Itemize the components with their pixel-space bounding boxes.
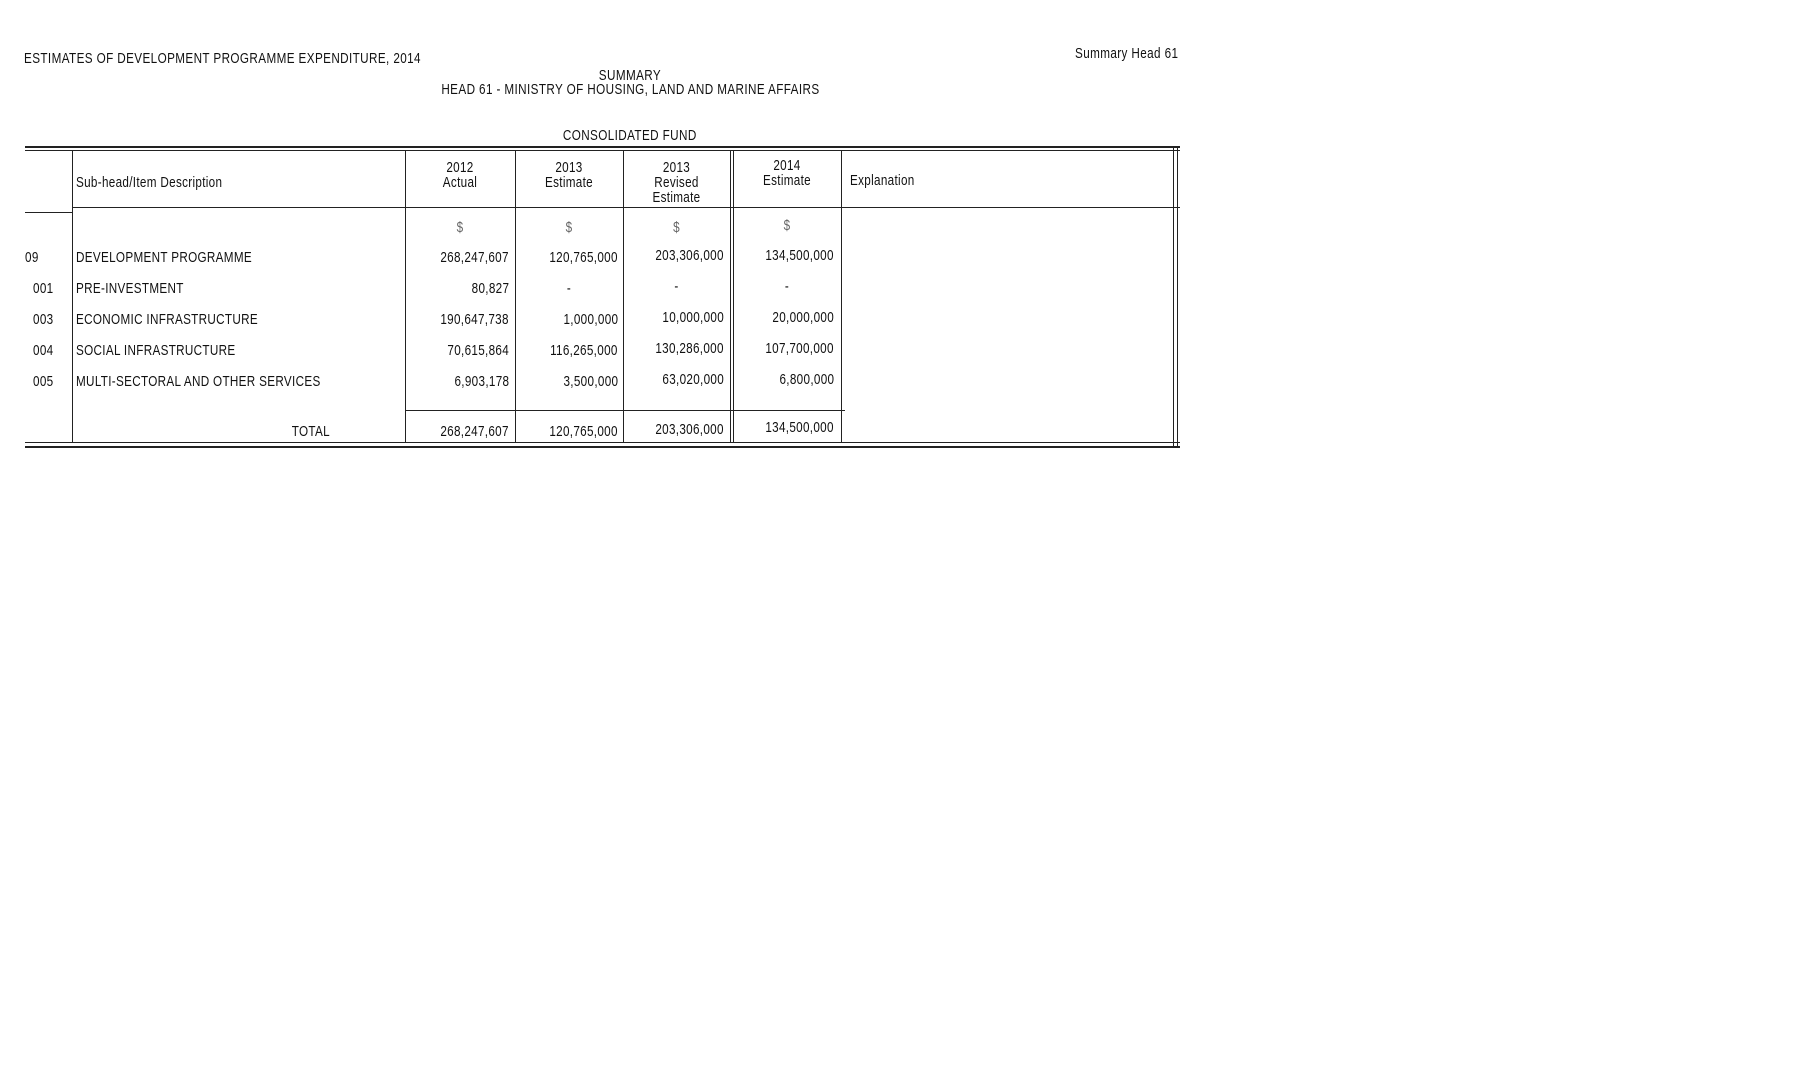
total-estimate-2013: 120,765,000 — [549, 423, 618, 440]
row-code: 09 — [25, 249, 39, 266]
header-bottom-rule-left — [25, 212, 72, 213]
col-header-estimate-2014-label: Estimate — [762, 172, 812, 189]
head-heading-text: HEAD 61 - MINISTRY OF HOUSING, LAND AND MARINE AFFAIRS — [440, 81, 820, 98]
row-revised-2013: 130,286,000 — [655, 340, 724, 357]
row-estimate-2014: - — [784, 278, 790, 295]
row-estimate-2013: 1,000,000 — [563, 311, 618, 328]
col-header-revised-2013-year: 2013 — [662, 159, 691, 176]
col-header-revised-2013-label: Revised — [654, 174, 699, 191]
row-code: 005 — [33, 373, 54, 390]
row-revised-2013: 203,306,000 — [655, 247, 724, 264]
head-heading — [0, 81, 1260, 98]
row-estimate-2014: 107,700,000 — [765, 340, 834, 357]
currency-estimate-2014: $ — [783, 217, 791, 234]
header-bottom-rule-right — [72, 207, 1180, 208]
row-revised-2013: 10,000,000 — [662, 309, 724, 326]
row-actual-2012: 190,647,738 — [440, 311, 509, 328]
total-label: TOTAL — [291, 423, 330, 440]
summary-heading-text: SUMMARY — [598, 67, 662, 84]
total-estimate-2014: 134,500,000 — [765, 419, 834, 436]
total-row-top-rule — [405, 410, 845, 411]
total-revised-2013: 203,306,000 — [655, 421, 724, 438]
row-actual-2012: 268,247,607 — [440, 249, 509, 266]
row-description: PRE-INVESTMENT — [76, 280, 184, 297]
row-revised-2013: - — [674, 278, 679, 295]
currency-actual-2012: $ — [456, 219, 464, 236]
col-header-explanation: Explanation — [850, 172, 915, 189]
col-line-revised-a — [623, 151, 624, 442]
row-code: 003 — [33, 311, 54, 328]
col-line-revised-c — [733, 151, 734, 442]
currency-revised-2013: $ — [673, 219, 680, 236]
row-actual-2012: 6,903,178 — [454, 373, 509, 390]
row-description: DEVELOPMENT PROGRAMME — [76, 249, 253, 266]
col-line-estimate2013 — [515, 151, 516, 442]
col-header-actual-2012-year: 2012 — [446, 159, 474, 176]
table-bottom-rule-inner — [25, 442, 1180, 443]
col-line-desc — [72, 151, 73, 442]
col-line-right-a — [1173, 146, 1174, 446]
row-estimate-2013: 116,265,000 — [550, 342, 618, 359]
col-line-right-b — [1177, 146, 1178, 446]
col-header-estimate-2013-year: 2013 — [555, 159, 583, 176]
col-header-revised-2013-label2: Estimate — [652, 189, 701, 206]
col-line-revised-b — [730, 151, 731, 442]
row-estimate-2014: 134,500,000 — [765, 247, 834, 264]
row-estimate-2013: - — [566, 280, 572, 297]
row-description: ECONOMIC INFRASTRUCTURE — [76, 311, 259, 328]
fund-heading — [0, 127, 1260, 144]
row-estimate-2014: 6,800,000 — [779, 371, 834, 388]
col-header-actual-2012-label: Actual — [442, 174, 478, 191]
row-estimate-2014: 20,000,000 — [772, 309, 834, 326]
fund-heading-text: CONSOLIDATED FUND — [563, 127, 697, 144]
row-code: 004 — [33, 342, 54, 359]
total-actual-2012: 268,247,607 — [440, 423, 509, 440]
row-description: SOCIAL INFRASTRUCTURE — [76, 342, 236, 359]
table-bottom-rule — [25, 446, 1180, 448]
row-estimate-2013: 120,765,000 — [549, 249, 618, 266]
col-header-estimate-2013-label: Estimate — [544, 174, 594, 191]
row-estimate-2013: 3,500,000 — [563, 373, 618, 390]
row-code: 001 — [33, 280, 54, 297]
row-actual-2012: 70,615,864 — [447, 342, 509, 359]
summary-table — [25, 146, 1180, 450]
document-header-left: ESTIMATES OF DEVELOPMENT PROGRAMME EXPENDITURE, 2014 — [24, 50, 421, 67]
col-line-estimate2014 — [841, 151, 842, 442]
row-description: MULTI-SECTORAL AND OTHER SERVICES — [76, 373, 321, 390]
currency-estimate-2013: $ — [565, 219, 573, 236]
row-actual-2012: 80,827 — [471, 280, 509, 297]
document-header-right: Summary Head 61 — [1075, 45, 1179, 62]
col-header-estimate-2014-year: 2014 — [773, 157, 801, 174]
table-top-rule-inner — [25, 150, 1180, 151]
row-revised-2013: 63,020,000 — [662, 371, 724, 388]
col-header-description: Sub-head/Item Description — [76, 174, 223, 191]
col-line-actual — [405, 151, 406, 442]
table-top-rule — [25, 146, 1180, 148]
